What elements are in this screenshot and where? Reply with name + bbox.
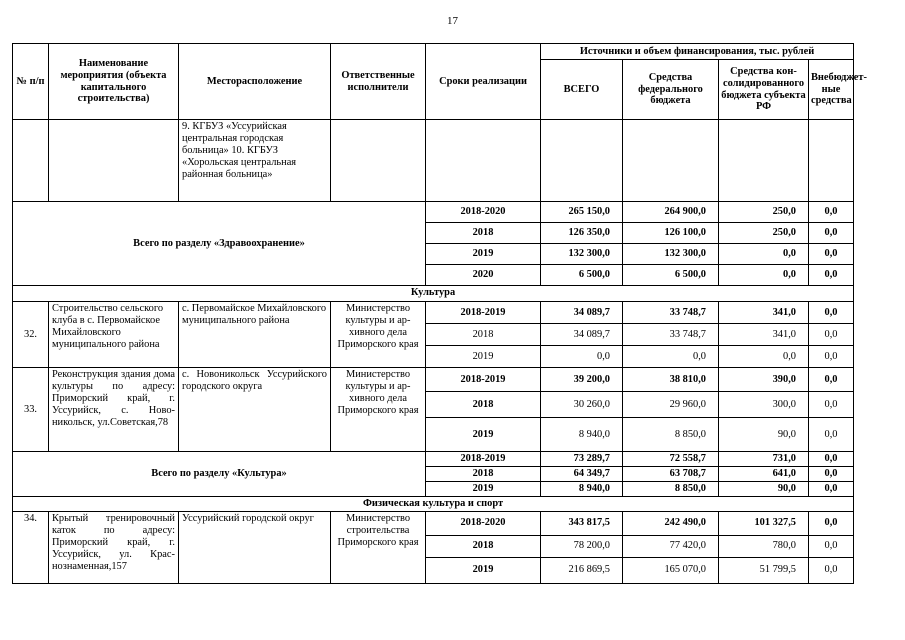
cell-federal: 0,0 — [623, 346, 719, 368]
header-row — [13, 44, 854, 60]
cell-year: 2018-2019 — [426, 452, 541, 467]
cell-total: 6 500,0 — [541, 265, 623, 286]
cell-year: 2019 — [426, 244, 541, 265]
cell-year: 2018-2020 — [426, 511, 541, 535]
cell-extra: 0,0 — [809, 244, 854, 265]
cell-regional: 90,0 — [719, 481, 809, 496]
item-number: 32. — [13, 302, 49, 368]
cell-federal: 132 300,0 — [623, 244, 719, 265]
cell-total: 34 089,7 — [541, 302, 623, 324]
item-location: с. Новоникольск Уссурийского городского округа — [179, 368, 331, 452]
cell-regional: 0,0 — [719, 265, 809, 286]
cell-federal: 8 850,0 — [623, 481, 719, 496]
cell-extra: 0,0 — [809, 324, 854, 346]
cell-year: 2018-2019 — [426, 368, 541, 392]
cell-federal: 6 500,0 — [623, 265, 719, 286]
continuation-row — [13, 120, 854, 202]
cell-total: 73 289,7 — [541, 452, 623, 467]
culture-total-label: Всего по разделу «Культура» — [13, 452, 426, 497]
cell-year: 2019 — [426, 418, 541, 452]
cell-federal: 126 100,0 — [623, 223, 719, 244]
header-federal: Средства федерального бюджета — [623, 60, 719, 120]
item-34-row — [13, 511, 854, 535]
cell-regional: 300,0 — [719, 392, 809, 418]
section-row — [13, 286, 854, 302]
header-terms: Сроки реализации — [426, 44, 541, 120]
culture-total-row — [13, 452, 854, 467]
cell-total: 343 817,5 — [541, 511, 623, 535]
cell-year: 2018 — [426, 324, 541, 346]
header-location: Месторасположение — [179, 44, 331, 120]
cell-extra: 0,0 — [809, 535, 854, 557]
cell-federal: 77 420,0 — [623, 535, 719, 557]
cell-regional: 0,0 — [719, 346, 809, 368]
cell-year: 2018 — [426, 535, 541, 557]
cell-year: 2019 — [426, 557, 541, 583]
item-name: Реконструкция здания дома культуры по адресу: Приморский край, г. Уссурийск, с. Новоникольск, ул.Советская,78 — [49, 368, 179, 452]
health-total-row — [13, 202, 854, 223]
header-event: Наименование мероприятия (объекта капитального строительства) — [49, 44, 179, 120]
cell-total: 0,0 — [541, 346, 623, 368]
item-executor: Министерство строительства Приморского края — [331, 511, 426, 583]
header-extra: Внебюджетные средства — [809, 60, 854, 120]
cell-year: 2018 — [426, 392, 541, 418]
continuation-text: 9. КГБУЗ «Уссурийская центральная городская больница» 10. КГБУЗ «Хорольская центральная районная больница» — [179, 120, 331, 202]
cell-year: 2018-2020 — [426, 202, 541, 223]
page-number: 17 — [447, 15, 458, 27]
header-regional: Средства консолидированного бюджета субъекта РФ — [719, 60, 809, 120]
cell-regional: 731,0 — [719, 452, 809, 467]
cell-year: 2019 — [426, 481, 541, 496]
item-32-row — [13, 302, 854, 324]
cell-year: 2020 — [426, 265, 541, 286]
header-total: ВСЕГО — [541, 60, 623, 120]
cell-extra: 0,0 — [809, 346, 854, 368]
cell-regional: 250,0 — [719, 202, 809, 223]
cell-federal: 33 748,7 — [623, 302, 719, 324]
item-number: 33. — [13, 368, 49, 452]
cell-total: 132 300,0 — [541, 244, 623, 265]
item-name: Крытый тренировочный каток по адресу: Приморский край, г. Уссурийск, ул. Краснознаменная,157 — [49, 511, 179, 583]
cell-extra: 0,0 — [809, 223, 854, 244]
cell-federal: 29 960,0 — [623, 392, 719, 418]
cell-federal: 72 558,7 — [623, 452, 719, 467]
item-executor: Министерство культуры и архивного дела Приморского края — [331, 368, 426, 452]
cell-federal: 264 900,0 — [623, 202, 719, 223]
header-executors: Ответственные исполнители — [331, 44, 426, 120]
cell-extra: 0,0 — [809, 392, 854, 418]
cell-extra: 0,0 — [809, 452, 854, 467]
header-num: № п/п — [13, 44, 49, 120]
cell-extra: 0,0 — [809, 557, 854, 583]
cell-regional: 101 327,5 — [719, 511, 809, 535]
cell-year: 2018 — [426, 466, 541, 481]
health-total-label: Всего по разделу «Здравоохранение» — [13, 202, 426, 286]
cell-regional: 0,0 — [719, 244, 809, 265]
cell-total: 78 200,0 — [541, 535, 623, 557]
cell-year: 2018 — [426, 223, 541, 244]
cell-extra: 0,0 — [809, 466, 854, 481]
cell-regional: 341,0 — [719, 302, 809, 324]
cell-federal: 33 748,7 — [623, 324, 719, 346]
cell-total: 126 350,0 — [541, 223, 623, 244]
item-executor: Министерство культуры и архивного дела Приморского края — [331, 302, 426, 368]
section-sport: Физическая культура и спорт — [13, 496, 854, 511]
cell-regional: 390,0 — [719, 368, 809, 392]
financing-table — [12, 43, 867, 584]
item-number: 34. — [13, 511, 49, 583]
cell-extra: 0,0 — [809, 418, 854, 452]
item-location: Уссурийский городской округ — [179, 511, 331, 583]
item-name: Строительство сельского клуба в с. Первомайское Михайловского муниципального района — [49, 302, 179, 368]
cell-extra: 0,0 — [809, 368, 854, 392]
cell-regional: 51 799,5 — [719, 557, 809, 583]
item-location: с. Первомайское Михайловского муниципального района — [179, 302, 331, 368]
cell-extra: 0,0 — [809, 511, 854, 535]
cell-regional: 250,0 — [719, 223, 809, 244]
cell-federal: 38 810,0 — [623, 368, 719, 392]
cell-regional: 780,0 — [719, 535, 809, 557]
cell-total: 265 150,0 — [541, 202, 623, 223]
cell-year: 2018-2019 — [426, 302, 541, 324]
cell-extra: 0,0 — [809, 481, 854, 496]
cell-regional: 341,0 — [719, 324, 809, 346]
cell-regional: 641,0 — [719, 466, 809, 481]
header-funding-group: Источники и объем финансирования, тыс. рублей — [541, 44, 854, 60]
cell-year: 2019 — [426, 346, 541, 368]
cell-federal: 63 708,7 — [623, 466, 719, 481]
section-row — [13, 496, 854, 511]
cell-extra: 0,0 — [809, 265, 854, 286]
cell-federal: 8 850,0 — [623, 418, 719, 452]
cell-total: 64 349,7 — [541, 466, 623, 481]
cell-federal: 242 490,0 — [623, 511, 719, 535]
item-33-row — [13, 368, 854, 392]
cell-total: 216 869,5 — [541, 557, 623, 583]
cell-federal: 165 070,0 — [623, 557, 719, 583]
cell-total: 8 940,0 — [541, 418, 623, 452]
cell-total: 8 940,0 — [541, 481, 623, 496]
cell-total: 34 089,7 — [541, 324, 623, 346]
cell-extra: 0,0 — [809, 202, 854, 223]
section-culture: Культура — [13, 286, 854, 302]
cell-extra: 0,0 — [809, 302, 854, 324]
cell-total: 30 260,0 — [541, 392, 623, 418]
cell-regional: 90,0 — [719, 418, 809, 452]
cell-total: 39 200,0 — [541, 368, 623, 392]
